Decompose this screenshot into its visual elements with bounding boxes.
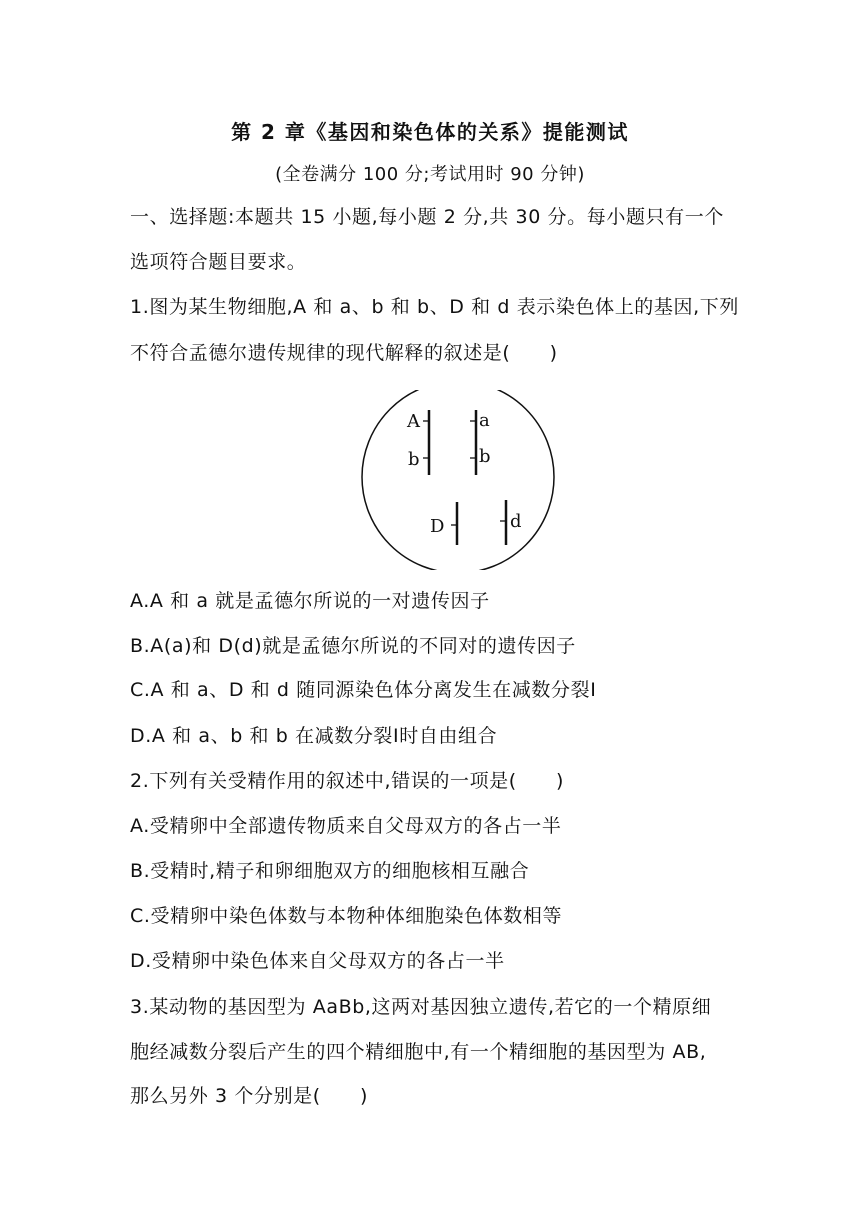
cell-diagram [360,390,560,570]
q3-stem-line-3: 那么另外 3 个分别是( ) [130,1085,368,1107]
page-subtitle: (全卷满分 100 分;考试用时 90 分钟) [275,164,585,185]
gene-label-A: A [407,411,420,432]
q3-stem-line-2: 胞经减数分裂后产生的四个精细胞中,有一个精细胞的基因型为 AB, [130,1041,707,1063]
q1-option-b: B.A(a)和 D(d)就是孟德尔所说的不同对的遗传因子 [130,635,576,657]
q2-option-b: B.受精时,精子和卵细胞双方的细胞核相互融合 [130,860,530,882]
q1-option-a: A.A 和 a 就是孟德尔所说的一对遗传因子 [130,590,490,612]
section-heading-line-2: 选项符合题目要求。 [130,251,307,273]
gene-label-D: D [430,516,445,537]
q1-option-c: C.A 和 a、D 和 d 随同源染色体分离发生在减数分裂Ⅰ [130,679,597,701]
q2-stem: 2.下列有关受精作用的叙述中,错误的一项是( ) [130,770,564,792]
q1-option-d: D.A 和 a、b 和 b 在减数分裂Ⅰ时自由组合 [130,725,498,747]
q3-stem-line-1: 3.某动物的基因型为 AaBb,这两对基因独立遗传,若它的一个精原细 [130,996,712,1018]
q2-option-c: C.受精卵中染色体数与本物种体细胞染色体数相等 [130,905,563,927]
gene-label-b-left: b [408,449,420,470]
page-title: 第 2 章《基因和染色体的关系》提能测试 [231,120,629,144]
gene-label-d: d [510,511,522,532]
q2-option-d: D.受精卵中染色体来自父母双方的各占一半 [130,950,505,972]
gene-label-b-right: b [479,446,491,467]
gene-label-a: a [479,410,490,431]
q1-stem-line-1: 1.图为某生物细胞,A 和 a、b 和 b、D 和 d 表示染色体上的基因,下列 [130,296,739,318]
section-heading-line-1: 一、选择题:本题共 15 小题,每小题 2 分,共 30 分。每小题只有一个 [130,206,724,228]
q1-stem-line-2: 不符合孟德尔遗传规律的现代解释的叙述是( ) [130,342,558,364]
cell-figure [360,390,560,570]
q2-option-a: A.受精卵中全部遗传物质来自父母双方的各占一半 [130,815,562,837]
